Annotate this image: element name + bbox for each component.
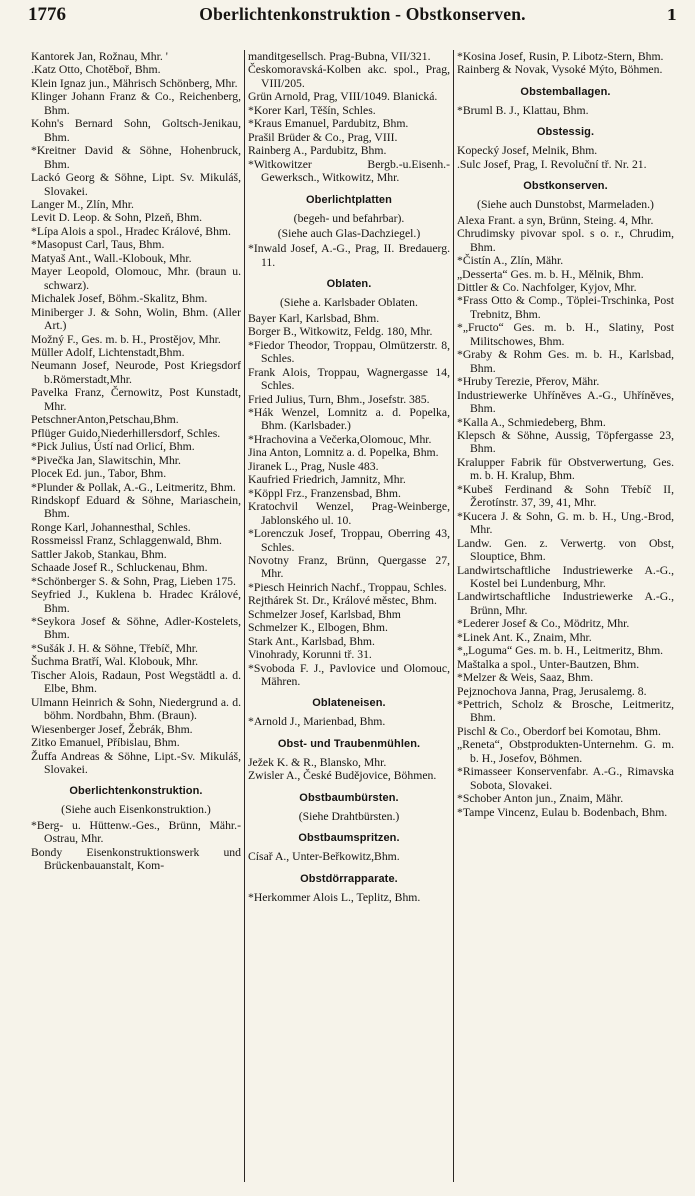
directory-entry: *Masopust Carl, Taus, Bhm.	[31, 238, 165, 252]
directory-entry: Alexa Frant. a syn, Brünn, Steing. 4, Mhr.	[457, 213, 654, 227]
directory-entry: Císař A., Unter-Beřkowitz,Bhm.	[248, 850, 400, 864]
directory-entry: „Desserta“ Ges. m. b. H., Mělnik, Bhm.	[457, 267, 644, 281]
directory-entry: Českomoravská-Kolben akc. spol., Prag, VIII/205.	[248, 63, 450, 90]
directory-entry: *Rimasseer Konservenfabr. A.-G., Rimavska Sobota, Slovakei.	[457, 765, 674, 792]
directory-entry: Lackó Georg & Söhne, Lipt. Sv. Mikuláš, Slovakei.	[31, 171, 241, 198]
directory-entry: *Bruml B. J., Klattau, Bhm.	[457, 103, 589, 117]
directory-entry: *Kraus Emanuel, Pardubitz, Bhm.	[248, 117, 409, 131]
column-rule-left	[244, 50, 245, 1182]
directory-entry: *Hrachovina a Večerka,Olomouc, Mhr.	[248, 432, 432, 446]
directory-entry: Ronge Karl, Johannesthal, Schles.	[31, 520, 191, 534]
directory-entry: Landwirtschaftliche Industriewerke A.-G., Brünn, Mhr.	[457, 590, 674, 617]
directory-entry: Borger B., Witkowitz, Feldg. 180, Mhr.	[248, 325, 433, 339]
directory-entry: Kratochvil Wenzel, Prag-Weinberge, Jablonského ul. 10.	[248, 500, 450, 527]
section-heading: Obstbaumbürsten.	[299, 791, 399, 804]
directory-entry: *Kalla A., Schmiedeberg, Bhm.	[457, 415, 606, 429]
directory-entry: Chrudimsky pivovar spol. s o. r., Chrudim, Bhm.	[457, 227, 674, 254]
directory-entry: Rindskopf Eduard & Söhne, Mariaschein, Bhm.	[31, 493, 241, 521]
directory-entry: Zitko Emanuel, Příbislau, Bhm.	[31, 736, 180, 750]
directory-entry: Levit D. Leop. & Sohn, Plzeň, Bhm.	[31, 211, 203, 225]
directory-entry: *„Fructo“ Ges. m. b. H., Slatiny, Post Militschowes, Bhm.	[457, 321, 674, 348]
directory-entry: *„Loguma“ Ges. m. b. H., Leitmeritz, Bhm.	[457, 644, 664, 658]
directory-entry: Žuffa Andreas & Söhne, Lipt.-Sv. Mikuláš, Slovakei.	[31, 749, 241, 777]
directory-entry: *Seykora Josef & Söhne, Adler-Kostelets, Bhm.	[31, 615, 241, 642]
directory-entry: *Čistín A., Zlín, Mähr.	[457, 254, 564, 268]
directory-entry: Klepsch & Söhne, Aussig, Töpfergasse 23, Bhm.	[457, 428, 674, 456]
directory-entry: *Graby & Rohm Ges. m. b. H., Karlsbad, Bhm.	[457, 348, 674, 375]
directory-entry: PetschnerAnton,Petschau,Bhm.	[31, 413, 179, 427]
section-heading: Obstkonserven.	[523, 180, 608, 193]
directory-entry: Prašil Brüder & Co., Prag, VIII.	[248, 130, 398, 144]
directory-entry: Kantorek Jan, Rožnau, Mhr. '	[31, 50, 168, 63]
section-heading: Oberlichtplatten	[306, 193, 392, 206]
directory-entry: Kohn's Bernard Sohn, Goltsch-Jenikau, Bhm.	[31, 117, 241, 144]
directory-entry: *Berg- u. Hüttenw.-Ges., Brünn, Mähr.-Ostrau, Mhr.	[31, 818, 241, 846]
directory-entry: Mayer Leopold, Olomouc, Mhr. (braun u. schwarz).	[31, 265, 241, 292]
directory-entry: *Köppl Frz., Franzensbad, Bhm.	[248, 486, 401, 500]
directory-entry: *Lorenczuk Josef, Troppau, Oberring 43, Schles.	[248, 527, 450, 554]
directory-entry: *Lederer Josef & Co., Mödritz, Mhr.	[457, 617, 630, 631]
directory-entry: Neumann Josef, Neurode, Post Kriegsdorf b.Römerstadt,Mhr.	[31, 359, 241, 386]
directory-entry: Kaufried Friedrich, Jamnitz, Mhr.	[248, 473, 406, 487]
directory-entry: Frank Alois, Troppau, Wagnergasse 14, Schles.	[248, 365, 450, 393]
directory-entry: Grün Arnold, Prag, VIII/1049. Blanická.	[248, 90, 438, 104]
directory-entry: *Plunder & Pollak, A.-G., Leitmeritz, Bhm.	[31, 480, 236, 494]
directory-entry: Michalek Josef, Böhm.-Skalitz, Bhm.	[31, 292, 208, 306]
column-1	[31, 50, 241, 1188]
column-2	[248, 50, 450, 1188]
section-note: (Siehe auch Eisenkonstruktion.)	[61, 803, 211, 817]
directory-entry: Klinger Johann Franz & Co., Reichenberg, Bhm.	[31, 90, 241, 117]
section-note: (Siehe auch Glas-Dachziegel.)	[277, 226, 421, 240]
directory-entry: *Kubeš Ferdinand & Sohn Třebíč II, Žerotínstr. 37, 39, 41, Mhr.	[457, 482, 674, 510]
directory-entry: Pejznochova Janna, Prag, Jerusalemg. 8.	[457, 684, 647, 698]
directory-entry: *Linek Ant. K., Znaim, Mhr.	[457, 630, 592, 644]
directory-entry: Bayer Karl, Karlsbad, Bhm.	[248, 311, 380, 325]
directory-entry: Wiesenberger Josef, Žebrák, Bhm.	[31, 722, 193, 736]
directory-entry: Landw. Gen. z. Verwertg. von Obst, Slouptice, Bhm.	[457, 536, 674, 564]
directory-entry: Tischer Alois, Radaun, Post Wegstädtl a. d. Elbe, Bhm.	[31, 668, 241, 696]
directory-entry: *Sušák J. H. & Söhne, Třebíč, Mhr.	[31, 641, 198, 655]
directory-entry: *Witkowitzer Bergb.-u.Eisenh.-Gewerksch., Witkowitz, Mhr.	[248, 157, 450, 185]
page-number: 1776	[28, 4, 66, 25]
directory-entry: Jina Anton, Lomnitz a. d. Popelka, Bhm.	[248, 446, 439, 460]
page-header	[28, 4, 677, 28]
directory-entry: Vinohrady, Korunni tř. 31.	[248, 648, 372, 662]
directory-entry: Schmelzer Josef, Karlsbad, Bhm	[248, 607, 401, 621]
section-heading: Obstemballagen.	[520, 85, 611, 98]
directory-entry: .Sulc Josef, Prag, I. Revoluční tř. Nr. 21.	[457, 157, 647, 171]
directory-entry: Rainberg A., Pardubitz, Bhm.	[248, 144, 387, 158]
directory-entry: *Tampe Vincenz, Eulau b. Bodenbach, Bhm.	[457, 805, 668, 819]
directory-entry: *Pettrich, Scholz & Brosche, Leitmeritz, Bhm.	[457, 698, 674, 725]
directory-entry: *Schönberger S. & Sohn, Prag, Lieben 175.	[31, 574, 236, 588]
directory-entry: Seyfried J., Kuklena b. Hradec Králové, Bhm.	[31, 588, 241, 615]
directory-entry: Novotny Franz, Brünn, Quergasse 27, Mhr.	[248, 553, 450, 581]
directory-entry: *Kreitner David & Söhne, Hohenbruck, Bhm.	[31, 144, 241, 171]
directory-entry: Müller Adolf, Lichtenstadt,Bhm.	[31, 345, 185, 359]
directory-entry: Matyaš Ant., Wall.-Klobouk, Mhr.	[31, 251, 192, 265]
directory-entry: Ježek K. & R., Blansko, Mhr.	[248, 755, 387, 769]
section-note: (Siehe auch Dunstobst, Marmeladen.)	[477, 198, 654, 212]
directory-entry: *Pivečka Jan, Slawitschin, Mhr.	[31, 453, 181, 467]
section-heading: Obstdörrapparate.	[300, 872, 398, 885]
directory-entry: Bondy Eisenkonstruktionswerk und Brückenbauanstalt, Kom-	[31, 845, 241, 873]
section-heading: Oblateneisen.	[312, 697, 386, 710]
column-3	[457, 50, 674, 1188]
directory-entry: *Kosina Josef, Rusin, P. Libotz-Stern, Bhm.	[457, 50, 664, 63]
directory-entry: Šuchma Bratří, Wal. Klobouk, Mhr.	[31, 655, 198, 669]
directory-entry: Možný F., Ges. m. b. H., Prostějov, Mhr.	[31, 332, 221, 346]
directory-entry: Schmelzer K., Elbogen, Bhm.	[248, 621, 388, 635]
directory-entry: *Fiedor Theodor, Troppau, Olmützerstr. 8, Schles.	[248, 338, 450, 366]
directory-entry: Jiranek L., Prag, Nusle 483.	[248, 459, 379, 473]
section-heading: Oblaten.	[326, 278, 372, 291]
directory-entry: Dittler & Co. Nachfolger, Kyjov, Mhr.	[457, 280, 637, 294]
column-rule-right	[453, 50, 454, 1182]
page-title: Oberlichtenkonstruktion - Obstkonserven.	[199, 4, 526, 24]
directory-entry: Rossmeissl Franz, Schlaggenwald, Bhm.	[31, 534, 222, 548]
directory-entry: Pavelka Franz, Černowitz, Post Kunstadt, Mhr.	[31, 386, 241, 413]
corner-mark: 1	[666, 6, 677, 24]
directory-entry: *Piesch Heinrich Nachf., Troppau, Schles.	[248, 580, 447, 594]
directory-entry: *Inwald Josef, A.-G., Prag, II. Bredauerg. 11.	[248, 242, 450, 269]
directory-entry: Plocek Ed. jun., Tabor, Bhm.	[31, 467, 167, 481]
directory-entry: Langer M., Zlín, Mhr.	[31, 197, 134, 211]
directory-entry: Stark Ant., Karlsbad, Bhm.	[248, 634, 375, 648]
directory-entry: *Hruby Terezie, Přerov, Mähr.	[457, 375, 600, 389]
directory-entry: Sattler Jakob, Stankau, Bhm.	[31, 547, 167, 561]
section-heading: Obst- und Traubenmühlen.	[277, 737, 421, 750]
section-note: (Siehe Drahtbürsten.)	[298, 809, 400, 823]
directory-entry: *Hák Wenzel, Lomnitz a. d. Popelka, Bhm. (Karlsbader.)	[248, 405, 450, 433]
directory-entry: .Katz Otto, Chotěboř, Bhm.	[31, 63, 161, 77]
directory-entry: Pischl & Co., Oberdorf bei Komotau, Bhm.	[457, 724, 661, 738]
directory-entry: *Herkommer Alois L., Teplitz, Bhm.	[248, 890, 421, 904]
directory-entry: Ulmann Heinrich & Sohn, Niedergrund a. d. böhm. Nordbahn, Bhm. (Braun).	[31, 695, 241, 723]
directory-entry: Maštalka a spol., Unter-Bautzen, Bhm.	[457, 657, 640, 671]
directory-entry: Klein Ignaz jun., Mährisch Schönberg, Mhr.	[31, 76, 238, 90]
directory-entry: „Reneta“, Obstprodukten-Unternehm. G. m. b. H., Josefov, Böhmen.	[457, 738, 674, 765]
section-heading: Obstessig.	[536, 126, 595, 139]
directory-entry: *Korer Karl, Těšín, Schles.	[248, 103, 376, 117]
directory-entry: *Schober Anton jun., Znaim, Mähr.	[457, 792, 624, 806]
directory-entry: Schaade Josef R., Schluckenau, Bhm.	[31, 561, 208, 575]
directory-entry: *Svoboda F. J., Pavlovice und Olomouc, Mähren.	[248, 661, 450, 689]
section-note: (begeh- und befahrbar).	[293, 211, 405, 225]
directory-entry: *Frass Otto & Comp., Töplei-Trschinka, Post Trebnitz, Bhm.	[457, 294, 674, 321]
directory-entry: Pflüger Guido,Niederhillersdorf, Schles.	[31, 426, 221, 440]
directory-entry: Landwirtschaftliche Industriewerke A.-G., Kostel bei Lundenburg, Mhr.	[457, 563, 674, 590]
directory-entry: *Pick Julius, Ústí nad Orlicí, Bhm.	[31, 440, 195, 454]
section-note: (Siehe a. Karlsbader Oblaten.	[280, 296, 418, 310]
directory-entry: Rejthárek St. Dr., Králové městec, Bhm.	[248, 594, 437, 608]
directory-entry: Rainberg & Novak, Vysoké Mýto, Böhmen.	[457, 63, 663, 77]
directory-entry: *Arnold J., Marienbad, Bhm.	[248, 715, 386, 729]
section-heading: Obstbaumspritzen.	[298, 832, 400, 845]
directory-entry: Industriewerke Uhříněves A.-G., Uhříněves, Bhm.	[457, 388, 674, 416]
directory-entry: *Melzer & Weis, Saaz, Bhm.	[457, 671, 594, 685]
directory-entry: Fried Julius, Turn, Bhm., Josefstr. 385.	[248, 392, 430, 406]
directory-entry: manditgesellsch. Prag-Bubna, VII/321.	[248, 50, 431, 63]
directory-entry: Kralupper Fabrik für Obstverwertung, Ges. m. b. H. Kralup, Bhm.	[457, 455, 674, 483]
directory-entry: Miniberger J. & Sohn, Wolin, Bhm. (Aller Art.)	[31, 305, 241, 333]
section-heading: Oberlichtenkonstruktion.	[69, 785, 203, 798]
directory-entry: *Kucera J. & Sohn, G. m. b. H., Ung.-Brod, Mhr.	[457, 509, 674, 537]
directory-entry: Kopecký Josef, Melnik, Bhm.	[457, 144, 598, 158]
directory-entry: Zwisler A., České Budějovice, Böhmen.	[248, 769, 437, 783]
directory-entry: *Lípa Alois a spol., Hradec Králové, Bhm.	[31, 224, 231, 238]
